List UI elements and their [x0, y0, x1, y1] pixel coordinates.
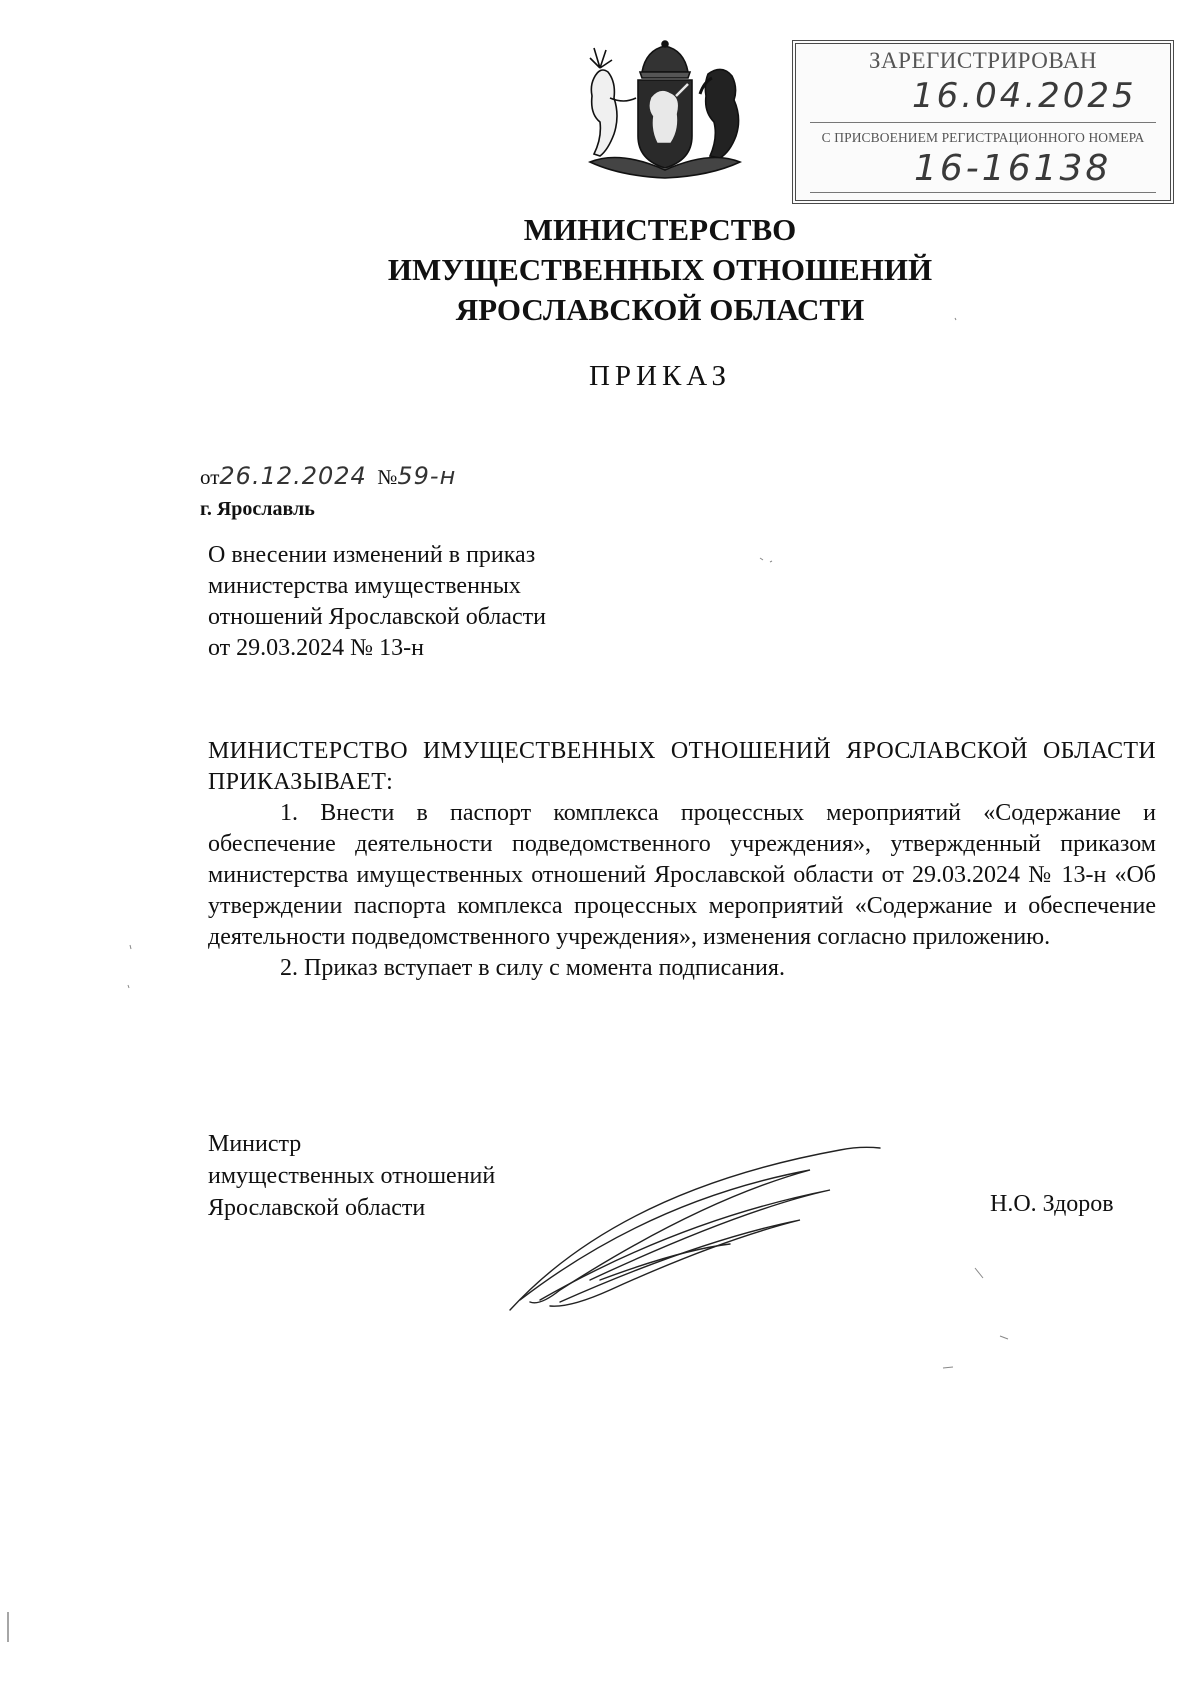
city-name: г. Ярославль [200, 498, 315, 520]
ministry-heading-line: МИНИСТЕРСТВО [523, 212, 797, 247]
ministry-heading-line: ИМУЩЕСТВЕННЫХ ОТНОШЕНИЙ [387, 252, 933, 287]
stamp-title: ЗАРЕГИСТРИРОВАН [869, 48, 1097, 73]
stamp-caption: С ПРИСВОЕНИЕМ РЕГИСТРАЦИОННОГО НОМЕРА [821, 130, 1145, 145]
signatory-position-line: Министр [208, 1131, 302, 1157]
order-date: 26.12.2024 [219, 462, 367, 490]
date-prefix: от [200, 465, 220, 489]
order-item: 2. Приказ вступает в силу с момента подписания. [280, 955, 785, 981]
order-subject [208, 540, 648, 664]
number-prefix: № [377, 465, 398, 489]
subject-line: О внесении изменений в приказ [208, 542, 536, 568]
order-date-number [200, 462, 456, 490]
signatory-name: Н.О. Здоров [990, 1191, 1114, 1217]
registration-stamp [792, 40, 1174, 204]
order-number: 59-н [397, 462, 457, 490]
handwritten-signature [500, 1130, 940, 1330]
signatory-position [208, 1128, 495, 1224]
signatory-position-line: имущественных отношений [208, 1163, 496, 1189]
document-type-title: ПРИКАЗ [588, 360, 732, 392]
ministry-heading [300, 210, 1020, 330]
stamp-registration-date: 16.04.2025 [912, 76, 1137, 116]
subject-line: министерства имущественных [208, 573, 521, 599]
order-preamble: МИНИСТЕРСТВО ИМУЩЕСТВЕННЫХ ОТНОШЕНИЙ ЯРОСЛАВСКОЙ ОБЛАСТИ ПРИКАЗЫВАЕТ: [208, 738, 1156, 795]
coat-of-arms-emblem [580, 38, 750, 180]
subject-line: от 29.03.2024 № 13-н [208, 635, 424, 661]
stamp-divider [810, 192, 1156, 193]
stamp-divider [810, 122, 1156, 123]
stamp-registration-number: 16-16138 [914, 148, 1112, 189]
subject-line: отношений Ярославской области [208, 604, 546, 630]
order-item: 1. Внести в паспорт комплекса процессных мероприятий «Содержание и обеспечение деятельности подведомственного учреждения», утвержденный приказом министерства имущественных отношений Ярославской области от 29.03.2024 № 13-н «Об утверждении паспорта комплекса процессных мероприятий «Содержание и обеспечение деятельности подведомственного учреждения», изменения согласно приложению. [208, 800, 1156, 950]
order-body [208, 736, 1156, 984]
ministry-heading-line: ЯРОСЛАВСКОЙ ОБЛАСТИ [455, 292, 865, 327]
signatory-position-line: Ярославской области [208, 1195, 426, 1221]
